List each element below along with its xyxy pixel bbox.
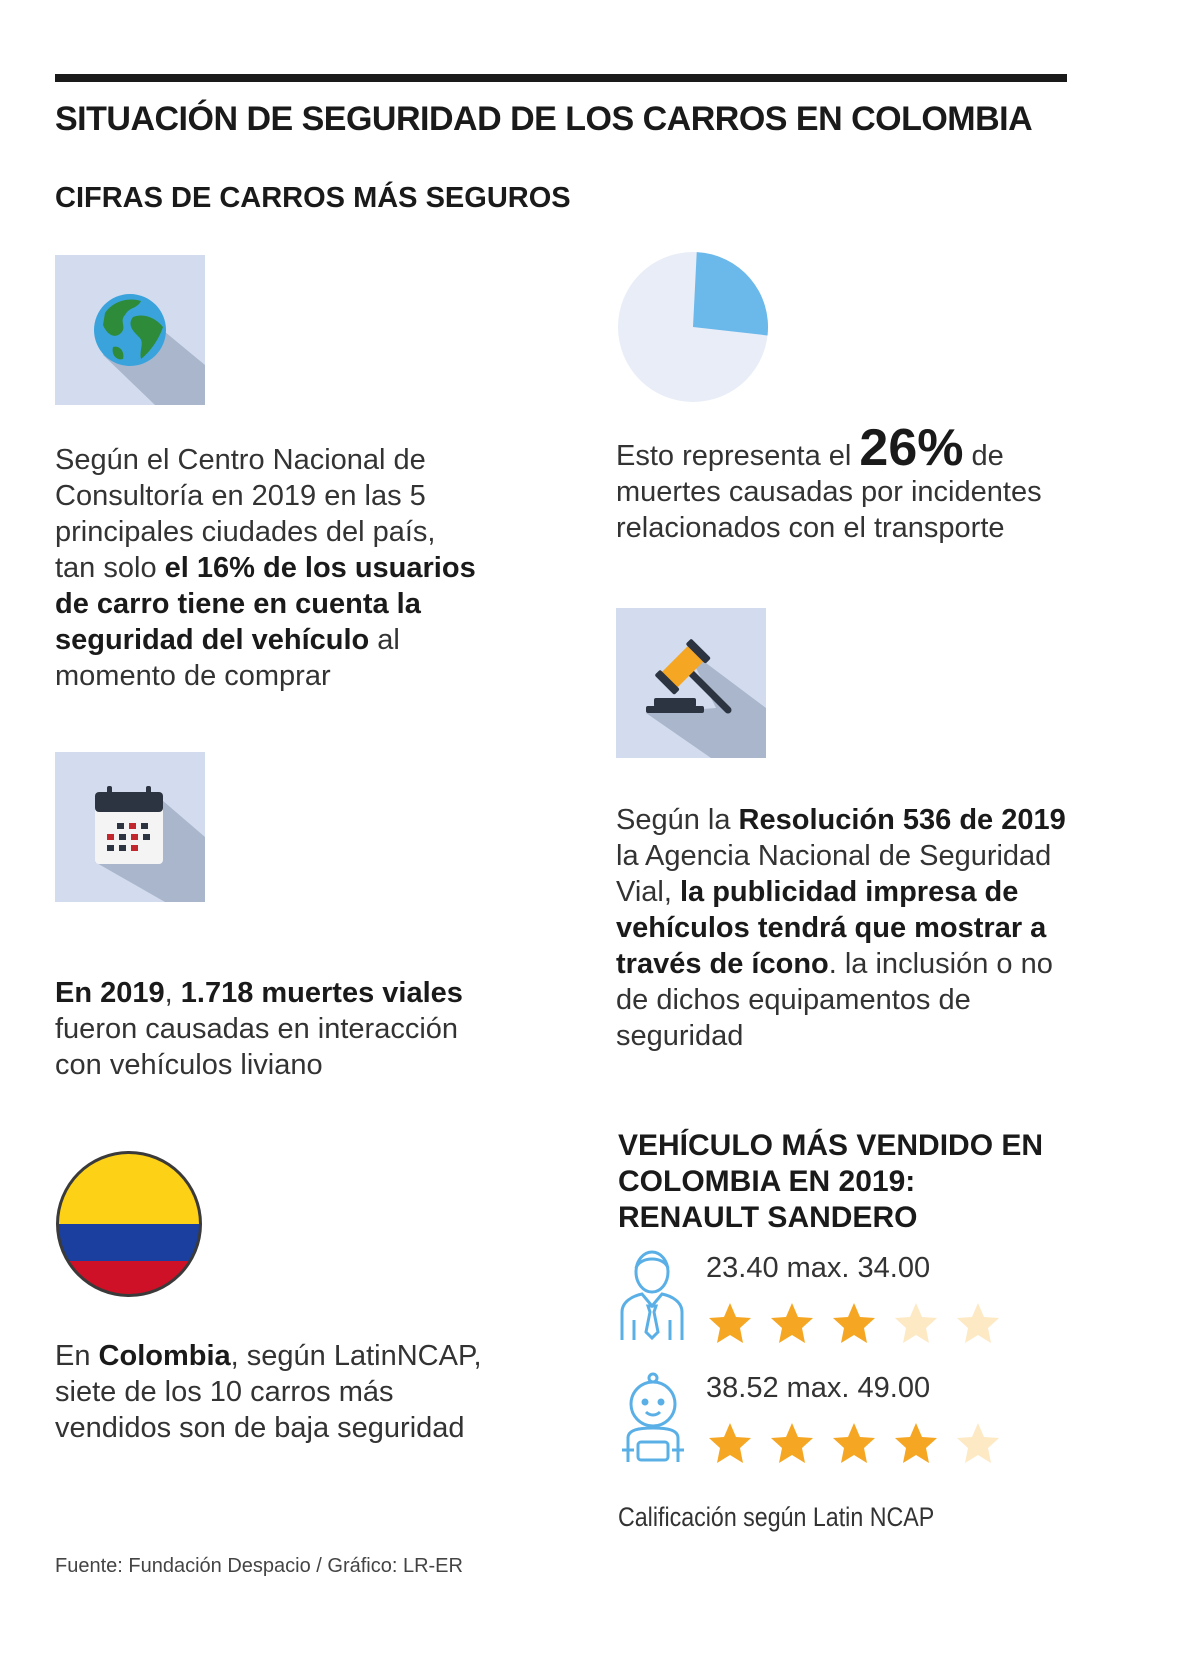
text-line: relacionados con el transporte [616,512,1005,544]
pie-chart [616,250,770,404]
text-line [616,910,1186,946]
text-span: , según LatinNCAP, [230,1340,482,1372]
section-subtitle: CIFRAS DE CARROS MÁS SEGUROS [55,182,571,214]
text-line: siete de los 10 carros más [55,1376,394,1408]
text-line: momento de comprar [55,660,331,692]
best-seller-heading [618,1128,1178,1236]
bold-span: través de ícono [616,948,829,980]
text-line [616,419,1176,477]
rating-adult-score: 23.40 max. 34.00 [706,1252,931,1284]
star-empty-icon [954,1420,1002,1468]
star-filled-icon [768,1300,816,1348]
text-line [616,802,1186,838]
rating-child-score: 38.52 max. 49.00 [706,1372,931,1404]
star-filled-icon [830,1420,878,1468]
bold-span: Resolución 536 de 2019 [738,804,1066,836]
rating-adult-stars [706,1300,1002,1348]
top-rule [55,74,1067,82]
stat-muertes-text [55,975,575,1083]
calendar-icon [55,752,205,902]
globe-icon-tile [55,255,205,405]
calendar-icon-tile [55,752,205,902]
rating-child-stars [706,1420,1002,1468]
bold-span: En 2019 [55,977,165,1009]
adult-icon [618,1250,686,1342]
pie-slice-26 [693,252,768,335]
text-line: muertes causadas por incidentes [616,476,1042,508]
globe-icon [55,255,205,405]
text-line [55,550,575,586]
text-span: En [55,1340,99,1372]
star-filled-icon [892,1420,940,1468]
text-span: tan solo [55,552,165,584]
text-line [616,874,1186,910]
text-line [55,622,575,658]
text-span: Esto representa el [616,440,860,472]
stat-usuarios-text [55,442,575,694]
star-empty-icon [954,1300,1002,1348]
text-span: Vial, [616,876,680,908]
bold-span: seguridad del vehículo [55,624,370,656]
star-empty-icon [892,1300,940,1348]
heading-line: COLOMBIA EN 2019: [618,1165,916,1198]
gavel-icon-tile [616,608,766,758]
big-percent: 26% [859,419,964,477]
bold-span: de carro tiene en cuenta la [55,588,421,620]
text-line: Según el Centro Nacional de [55,444,426,476]
star-filled-icon [768,1420,816,1468]
stat-resolucion-text [616,802,1186,1054]
text-line [616,946,1186,982]
text-line [55,1338,595,1374]
text-span: Según la [616,804,739,836]
colombia-flag-icon [55,1150,203,1298]
text-line: la Agencia Nacional de Seguridad [616,840,1052,872]
bold-span: 1.718 muertes viales [180,977,463,1009]
bold-span: la publicidad impresa de [679,876,1019,908]
text-line: con vehículos liviano [55,1049,323,1081]
text-line: seguridad [616,1020,744,1052]
stat-26-text [616,419,1176,546]
text-span: . la inclusión o no [828,948,1053,980]
bold-span: Colombia [98,1340,231,1372]
text-line: fueron causadas en interacción [55,1013,459,1045]
star-filled-icon [830,1300,878,1348]
text-line [55,975,575,1011]
text-line: principales ciudades del país, [55,516,436,548]
text-line: de dichos equipamentos de [616,984,971,1016]
rating-caption: Calificación según Latin NCAP [618,1502,935,1532]
heading-line: RENAULT SANDERO [618,1201,918,1234]
bold-span: vehículos tendrá que mostrar a [616,912,1047,944]
text-line [55,586,575,622]
page-title: SITUACIÓN DE SEGURIDAD DE LOS CARROS EN COLOMBIA [55,100,1033,138]
text-span: , [164,977,181,1009]
bold-span: el 16% de los usuarios [164,552,476,584]
heading-line: VEHÍCULO MÁS VENDIDO EN [618,1129,1044,1162]
baby-icon [618,1372,688,1464]
text-line: Consultoría en 2019 en las 5 [55,480,426,512]
text-span: al [369,624,400,656]
text-line: vendidos son de baja seguridad [55,1412,465,1444]
star-filled-icon [706,1420,754,1468]
source-credit: Fuente: Fundación Despacio / Gráfico: LR-ER [55,1555,463,1577]
stat-latinncap-text [55,1338,595,1446]
gavel-icon [616,608,766,758]
text-span: de [963,440,1004,472]
star-filled-icon [706,1300,754,1348]
